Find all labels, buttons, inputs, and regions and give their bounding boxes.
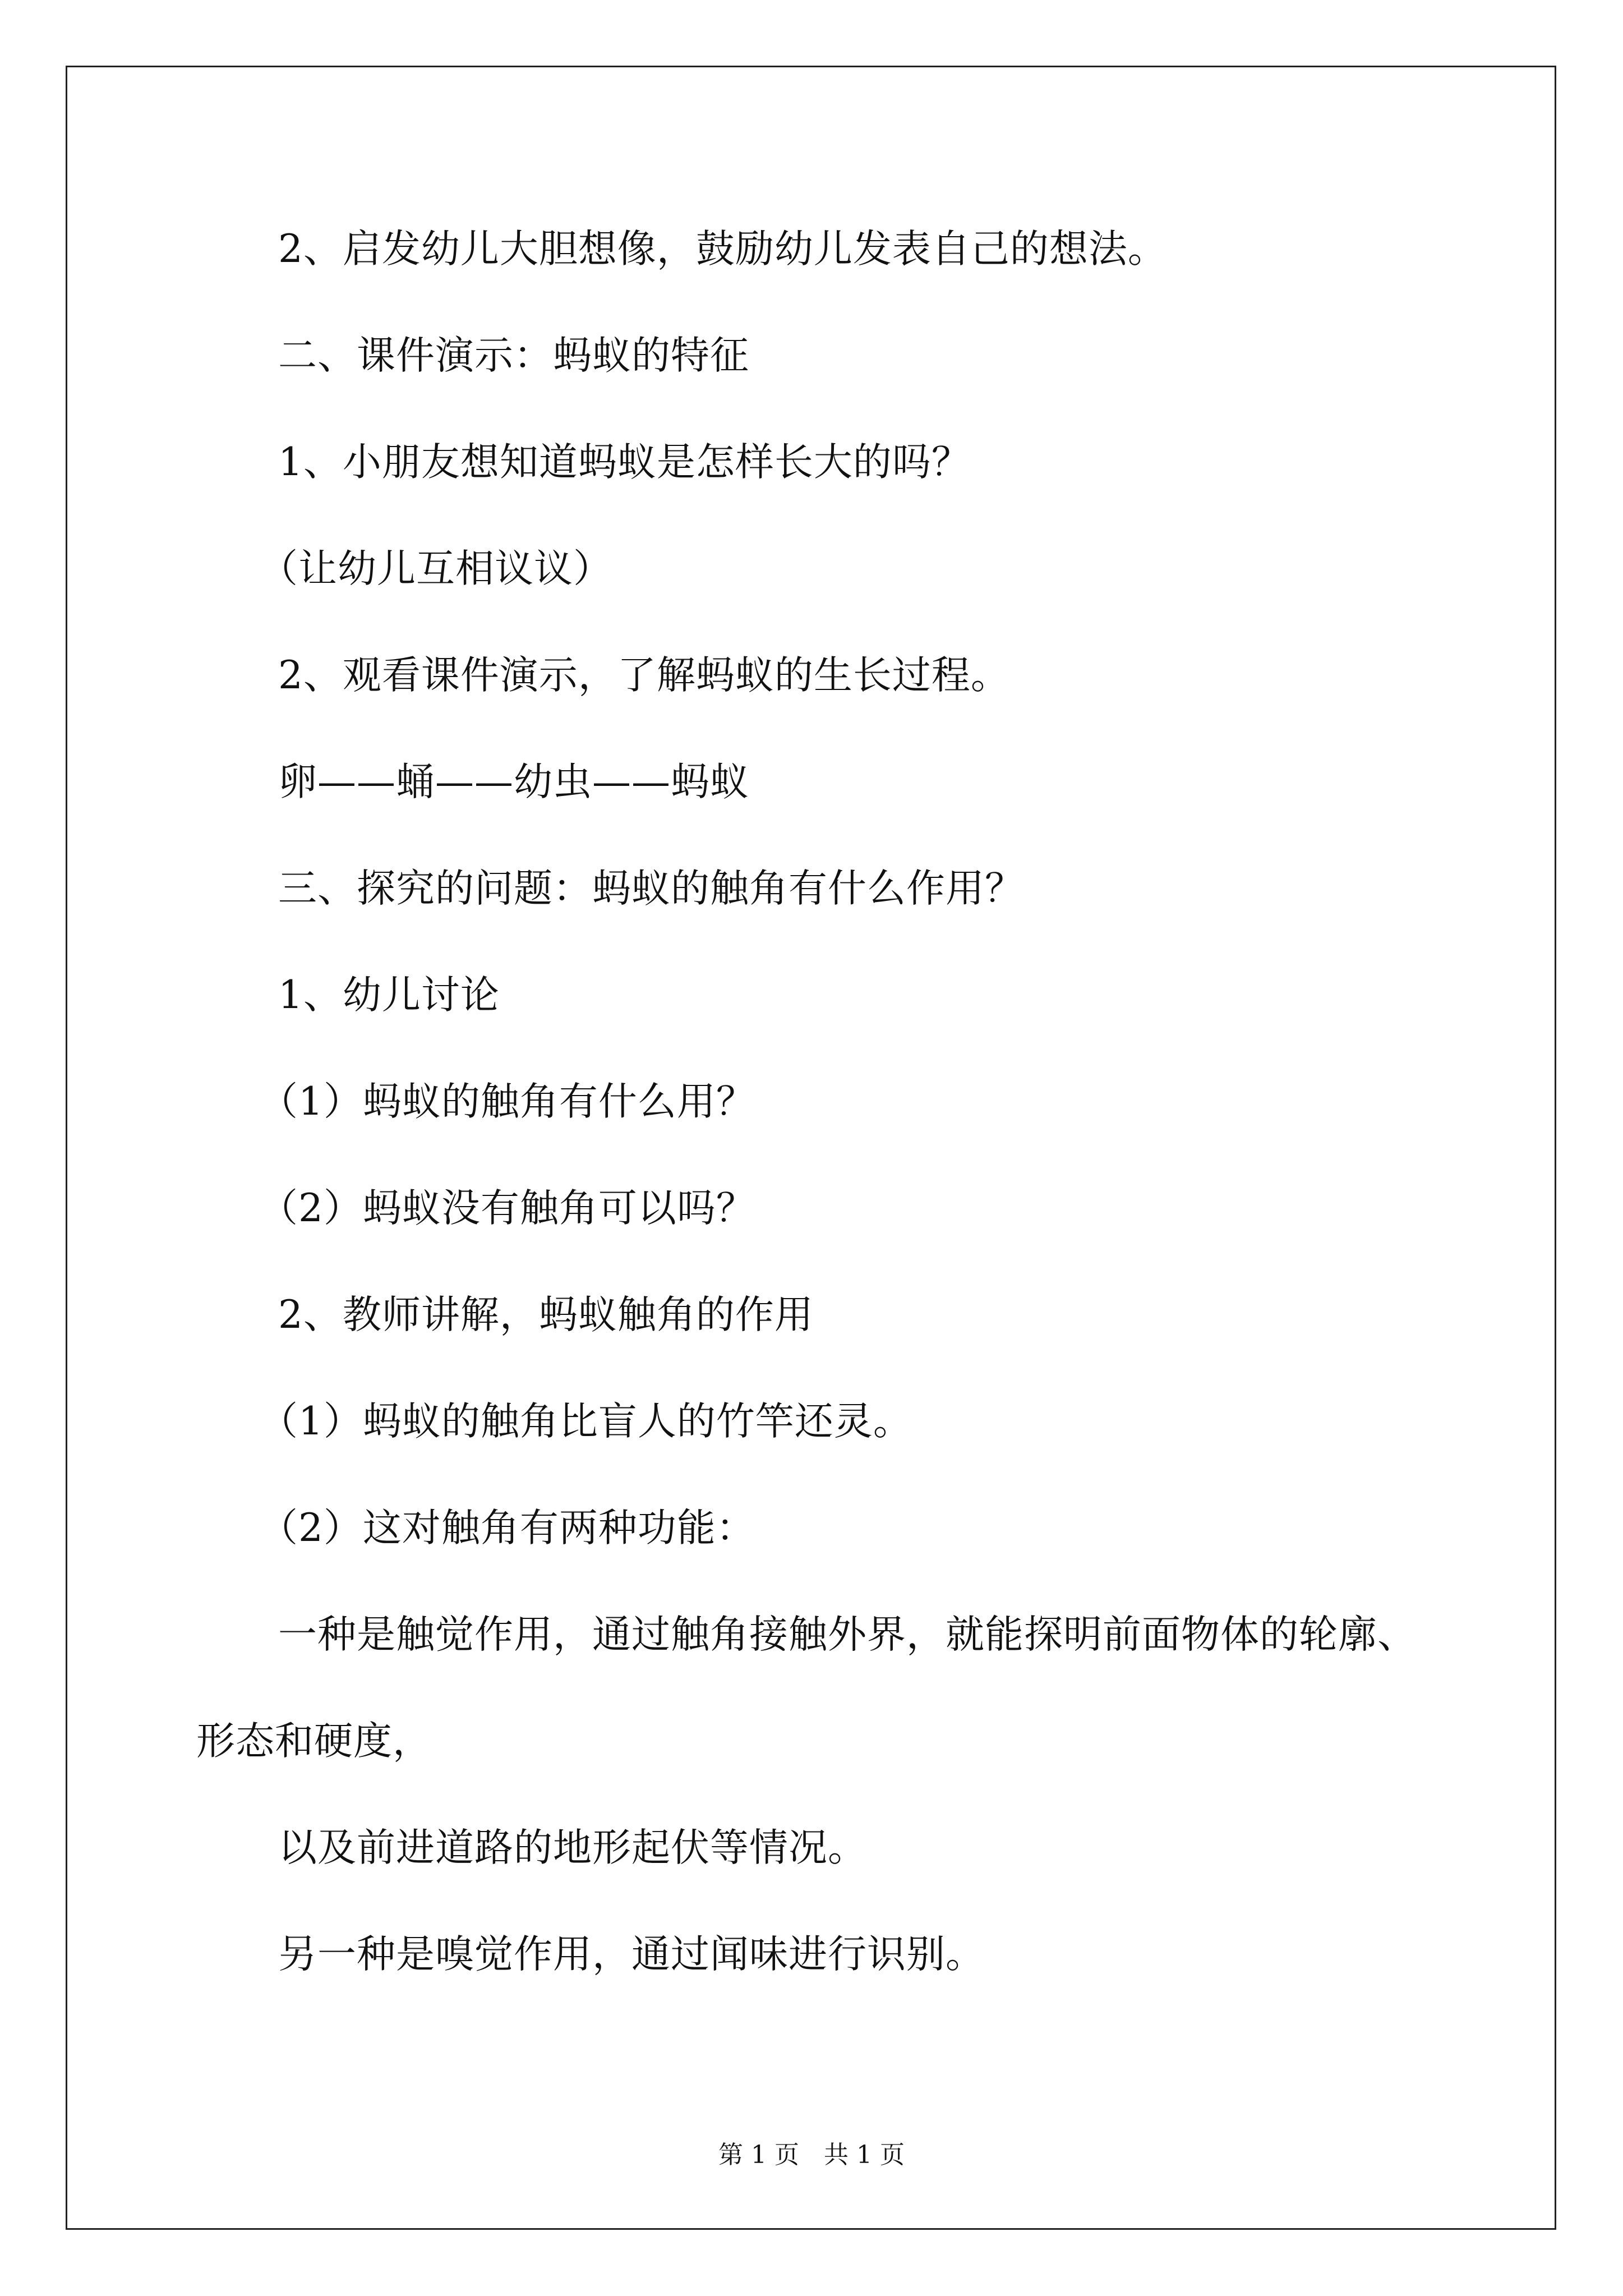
page-footer: 第 1 页 共 1 页 <box>718 2141 905 2169</box>
text-line-12: （1）蚂蚁的触角比盲人的竹竿还灵。 <box>259 1399 912 1444</box>
text-line-17: 另一种是嗅觉作用，通过闻味进行识别。 <box>278 1932 985 1977</box>
text-line-3: 1、小朋友想知道蚂蚁是怎样长大的吗？ <box>278 440 971 485</box>
text-line-1: 2、启发幼儿大胆想像，鼓励幼儿发表自己的想法。 <box>278 227 1167 272</box>
text-line-5: 2、观看课件演示，了解蚂蚁的生长过程。 <box>278 653 1010 698</box>
section-heading-2: 二、课件演示：蚂蚁的特征 <box>278 333 749 378</box>
text-line-14: 一种是触觉作用，通过触角接触外界，就能探明前面物体的轮廓、 <box>278 1612 1417 1657</box>
text-line-11: 2、教师讲解，蚂蚁触角的作用 <box>278 1292 814 1337</box>
text-line-9: （1）蚂蚁的触角有什么用？ <box>259 1079 755 1124</box>
text-line-4: （让幼儿互相议议） <box>259 546 612 591</box>
text-line-15: 形态和硬度， <box>196 1719 432 1764</box>
text-line-13: （2）这对触角有两种功能： <box>259 1506 755 1550</box>
text-line-10: （2）蚂蚁没有触角可以吗？ <box>259 1186 755 1231</box>
section-heading-3: 三、探究的问题：蚂蚁的触角有什么作用？ <box>278 866 1024 911</box>
page-border <box>66 66 1556 2230</box>
growth-sequence: 卵——蛹——幼虫——蚂蚁 <box>278 760 749 804</box>
text-line-8: 1、幼儿讨论 <box>278 973 500 1018</box>
text-line-16: 以及前进道路的地形起伏等情况。 <box>278 1825 867 1870</box>
